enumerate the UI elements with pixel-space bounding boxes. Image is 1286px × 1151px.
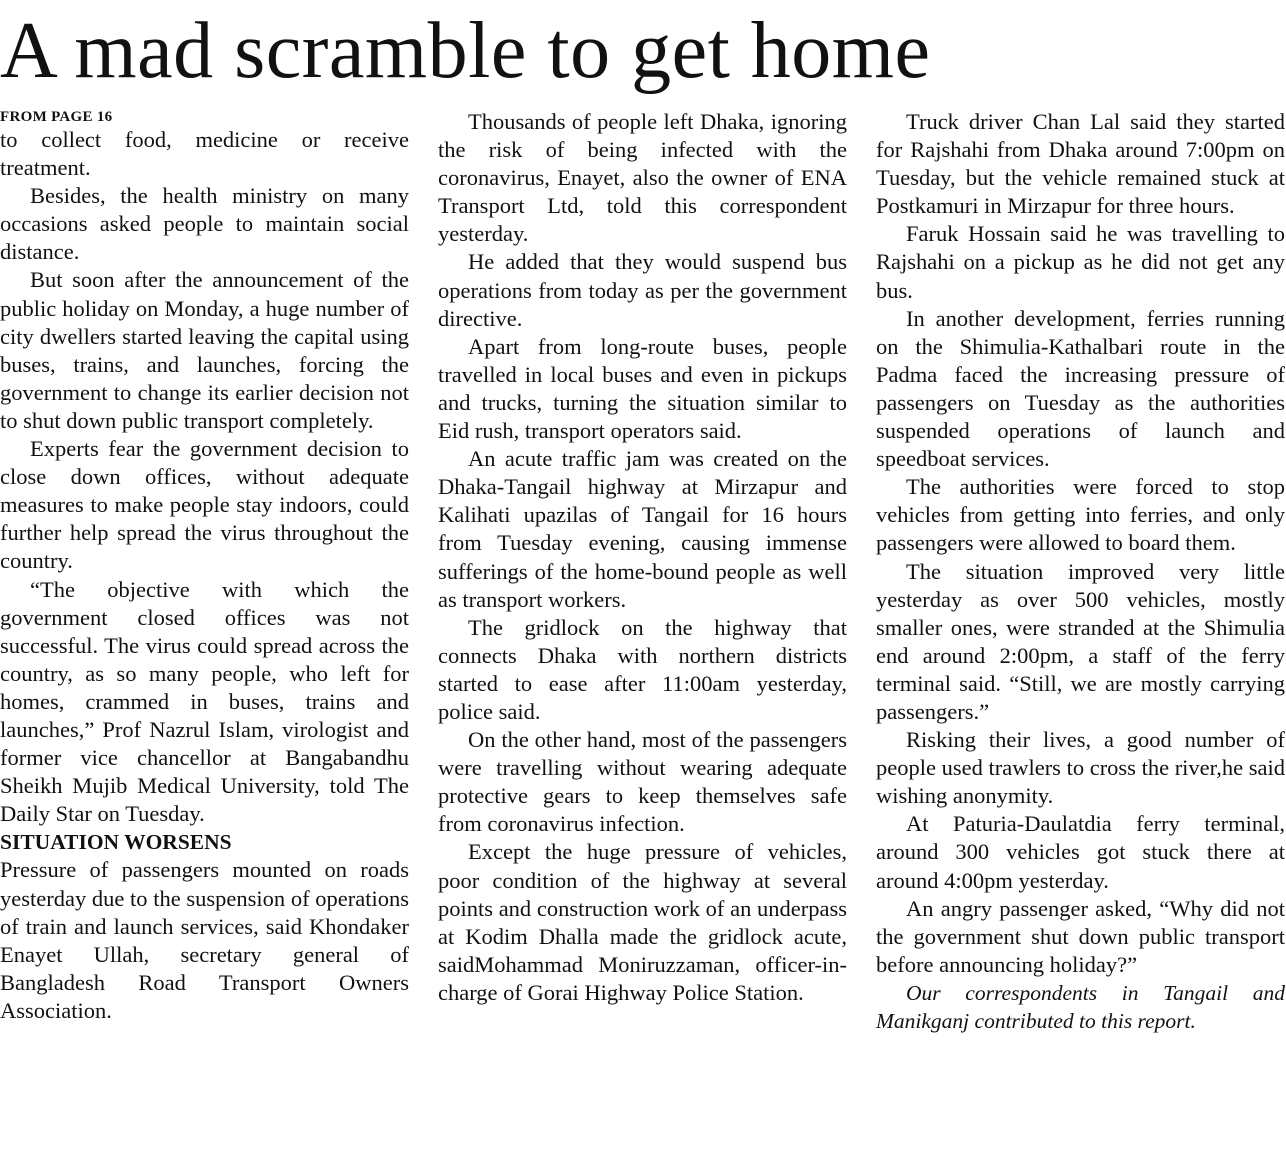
paragraph: The authorities were forced to stop vehicles from getting into ferries, and only passengers were allowed to board them. (876, 474, 1285, 556)
paragraph: Risking their lives, a good number of people used trawlers to cross the river,he said wishing anonymity. (876, 727, 1285, 809)
paragraph: Besides, the health ministry on many occasions asked people to maintain social distance. (0, 183, 409, 265)
continued-from-label: FROM PAGE 16 (0, 109, 113, 125)
paragraph: Faruk Hossain said he was travelling to Rajshahi on a pickup as he did not get any bus. (876, 221, 1285, 303)
paragraph: On the other hand, most of the passengers were travelling without wearing adequate protective gears to keep themselves safe from coronavirus infection. (438, 727, 847, 837)
paragraph: “The objective with which the government closed offices was not successful. The virus could spread across the country, as so many people, who left for homes, crammed in buses, trains and launches,” Prof Nazrul Islam, virologist and former vice chancellor at Bangabandhu Sheikh Mujib Medical University, told The Daily Star on Tuesday. (0, 576, 409, 827)
paragraph: An acute traffic jam was created on the Dhaka-Tangail highway at Mirzapur and Kalihati upazilas of Tangail for 16 hours from Tuesday evening, causing immense sufferings of the home-bound people as well as transport workers. (438, 446, 847, 612)
paragraph: Thousands of people left Dhaka, ignoring the risk of being infected with the coronavirus, Enayet, also the owner of ENA Transport Ltd, told this correspondent yesterday. (438, 109, 847, 247)
paragraph: In another development, ferries running on the Shimulia-Kathalbari route in the Padma faced the increasing pressure of passengers on Tuesday as the authorities suspended operations of launch and speedboat services. (876, 305, 1285, 472)
article-headline: A mad scramble to get home (0, 7, 931, 95)
paragraph: Pressure of passengers mounted on roads yesterday due to the suspension of operations of train and launch services, said Khondaker Enayet Ullah, secretary general of Bangladesh Road Transport Owners Association. (0, 857, 409, 1023)
article-column-1 (0, 108, 409, 1025)
article-column-2 (438, 108, 847, 1007)
paragraph: to collect food, medicine or receive treatment. (0, 127, 409, 181)
paragraph: Truck driver Chan Lal said they started for Rajshahi from Dhaka around 7:00pm on Tuesday, but the vehicle remained stuck at Postkamuri in Mirzapur for three hours. (876, 109, 1285, 219)
paragraph: But soon after the announcement of the public holiday on Monday, a huge number of city dwellers started leaving the capital using buses, trains, and launches, forcing the government to change its earlier decision not to shut down public transport completely. (0, 267, 409, 433)
paragraph: An angry passenger asked, “Why did not the government shut down public transport before announcing holiday?” (876, 895, 1285, 977)
paragraph: The gridlock on the highway that connects Dhaka with northern districts started to ease after 11:00am yesterday, police said. (438, 614, 847, 724)
paragraph: Except the huge pressure of vehicles, poor condition of the highway at several points and construction work of an underpass at Kodim Dhalla made the gridlock acute, saidMohammad Moniruzzaman, officer-in-charge of Gorai Highway Police Station. (438, 839, 847, 1005)
paragraph: At Paturia-Daulatdia ferry terminal, around 300 vehicles got stuck there at around 4:00pm yesterday. (876, 811, 1285, 893)
article-column-3 (876, 108, 1285, 1035)
contributor-credit: Our correspondents in Tangail and Manikganj contributed to this report. (876, 980, 1285, 1033)
paragraph: The situation improved very little yesterday as over 500 vehicles, mostly smaller ones, were stranded at the Shimulia end around 2:00pm, a staff of the ferry terminal said. “Still, we are mostly carrying passengers.” (876, 558, 1285, 724)
paragraph: He added that they would suspend bus operations from today as per the government directive. (438, 249, 847, 331)
paragraph: Experts fear the government decision to close down offices, without adequate measures to make people stay indoors, could further help spread the virus throughout the country. (0, 436, 409, 574)
section-subhead: SITUATION WORSENS (0, 830, 232, 855)
paragraph: Apart from long-route buses, people travelled in local buses and even in pickups and trucks, turning the situation similar to Eid rush, transport operators said. (438, 333, 847, 444)
